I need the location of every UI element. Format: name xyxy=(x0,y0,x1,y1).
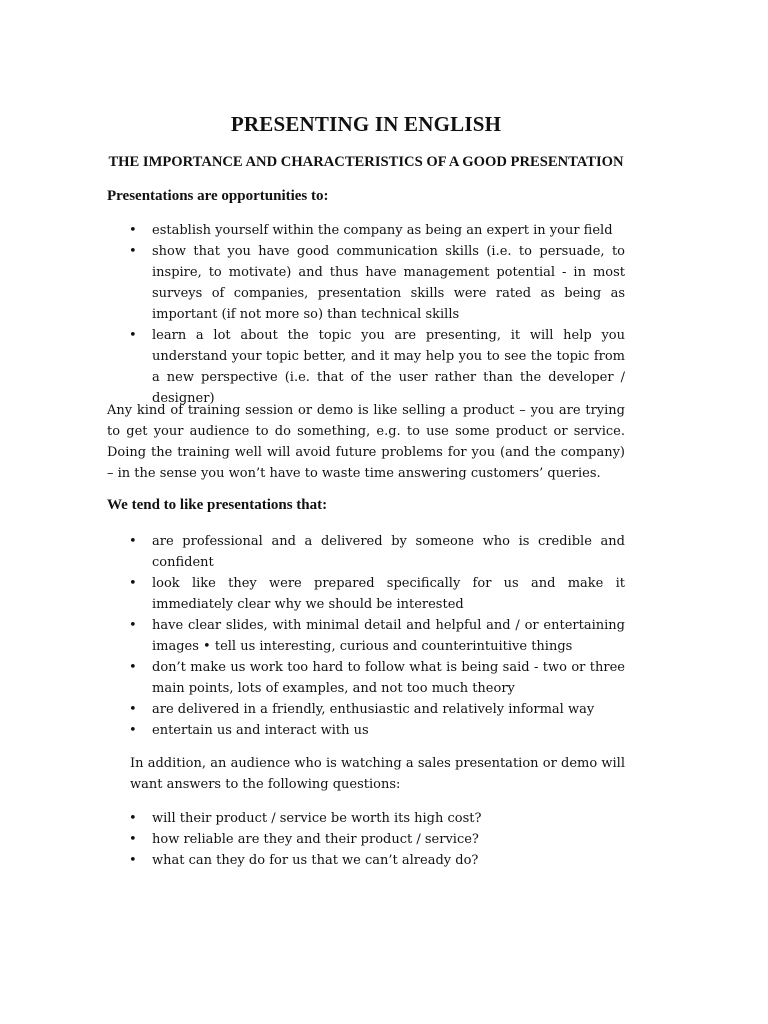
questions-list xyxy=(107,808,625,871)
document-title: PRESENTING IN ENGLISH xyxy=(230,112,502,136)
document-subtitle: THE IMPORTANCE AND CHARACTERISTICS OF A GOOD PRESENTATION xyxy=(108,154,624,170)
bullet-icon: • xyxy=(129,618,137,633)
list-item-text: have clear slides, with minimal detail and helpful and / or entertaining images • tell us interesting, curious and counterintuitive things xyxy=(152,618,625,654)
list-item xyxy=(107,657,625,699)
list-item-text: establish yourself within the company as being an expert in your field xyxy=(152,223,613,238)
list-item-text: learn a lot about the topic you are presenting, it will help you understand your topic better, and it may help you to see the topic from a new perspective (i.e. that of the user rather than the developer / designer) xyxy=(152,328,625,406)
bullet-icon: • xyxy=(129,223,137,238)
bullet-icon: • xyxy=(129,328,137,343)
list-item-text: are professional and a delivered by someone who is credible and confident xyxy=(152,534,625,570)
section-heading-opportunities: Presentations are opportunities to: xyxy=(107,188,329,204)
audience-paragraph: In addition, an audience who is watching a sales presentation or demo will want answers to the following questions: xyxy=(130,756,625,792)
list-item xyxy=(107,220,625,241)
list-item xyxy=(107,241,625,325)
list-item xyxy=(107,720,625,741)
bullet-icon: • xyxy=(129,811,137,826)
list-item xyxy=(107,573,625,615)
bullet-icon: • xyxy=(129,244,137,259)
list-item-text: look like they were prepared specifically for us and make it immediately clear why we should be interested xyxy=(152,576,625,612)
training-paragraph: Any kind of training session or demo is like selling a product – you are trying to get your audience to do something, e.g. to use some product or service. Doing the training well will avoid future problems for you (and the company) – in the sense you won’t have to waste time answering customers’ queries. xyxy=(107,403,625,481)
bullet-icon: • xyxy=(129,660,137,675)
bullet-icon: • xyxy=(129,702,137,717)
list-item xyxy=(107,615,625,657)
list-item-text: will their product / service be worth its high cost? xyxy=(152,811,482,826)
bullet-icon: • xyxy=(129,853,137,868)
list-item-text: how reliable are they and their product / service? xyxy=(152,832,479,847)
list-item-text: what can they do for us that we can’t already do? xyxy=(152,853,479,868)
list-item xyxy=(107,325,625,409)
list-item xyxy=(107,808,625,829)
list-item xyxy=(107,531,625,573)
list-item xyxy=(107,829,625,850)
section-heading-like: We tend to like presentations that: xyxy=(107,497,328,513)
opportunities-list xyxy=(107,220,625,409)
list-item-text: are delivered in a friendly, enthusiastic and relatively informal way xyxy=(152,702,595,717)
list-item-text: entertain us and interact with us xyxy=(152,723,369,738)
list-item xyxy=(107,699,625,720)
list-item-text: show that you have good communication skills (i.e. to persuade, to inspire, to motivate) and thus have management potential - in most surveys of companies, presentation skills were rated as being as important (if not more so) than technical skills xyxy=(152,244,625,322)
bullet-icon: • xyxy=(129,723,137,738)
bullet-icon: • xyxy=(129,534,137,549)
bullet-icon: • xyxy=(129,576,137,591)
list-item-text: don’t make us work too hard to follow what is being said - two or three main points, lots of examples, and not too much theory xyxy=(152,660,625,696)
list-item xyxy=(107,850,625,871)
bullet-icon: • xyxy=(129,832,137,847)
likes-list xyxy=(107,531,625,741)
